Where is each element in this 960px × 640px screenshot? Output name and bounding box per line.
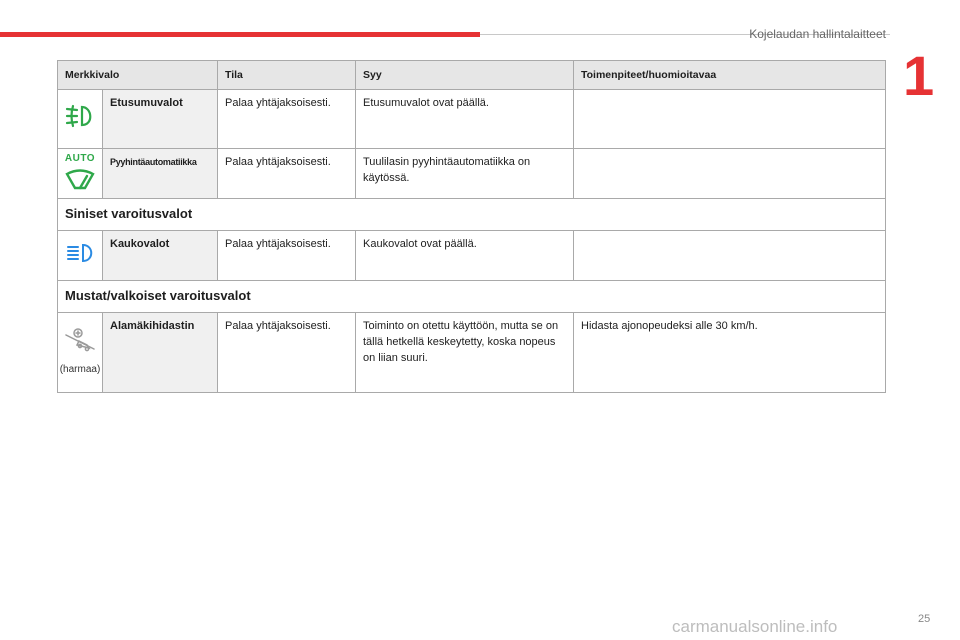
indicator-action: Hidasta ajonopeudeksi alle 30 km/h. [574, 312, 886, 392]
table-row [58, 312, 886, 392]
icon-cell [58, 149, 103, 199]
indicator-action [574, 90, 886, 149]
section-row [58, 199, 886, 231]
section-title: Kojelaudan hallintalaitteet [749, 27, 886, 41]
indicator-name: Pyyhintäautomatiikka [103, 149, 218, 199]
column-header: Merkkivalo [58, 61, 218, 90]
icon-color-label: (harmaa) [59, 364, 101, 376]
column-header: Tila [218, 61, 356, 90]
section-row [58, 281, 886, 313]
icon-cell [58, 231, 103, 281]
icon-cell [58, 312, 103, 392]
auto-wiper-icon [63, 166, 97, 192]
indicator-cause: Etusumuvalot ovat päällä. [356, 90, 574, 149]
page-number: 25 [918, 613, 931, 625]
indicator-action [574, 149, 886, 199]
table-header-row [58, 61, 886, 90]
table-row [58, 231, 886, 281]
indicator-state: Palaa yhtäjaksoisesti. [218, 231, 356, 281]
column-header: Syy [356, 61, 574, 90]
indicator-name: Etusumuvalot [103, 90, 218, 149]
front-fog-light-icon [63, 103, 97, 129]
indicator-state: Palaa yhtäjaksoisesti. [218, 149, 356, 199]
chapter-number: 1 [903, 44, 935, 107]
header-accent-bar [0, 32, 480, 37]
main-beam-icon [63, 242, 97, 264]
indicator-action [574, 231, 886, 281]
indicator-cause: Toiminto on otettu käyttöön, mutta se on tällä hetkellä keskeytetty, koska nopeus on liian suuri. [356, 312, 574, 392]
table-row [58, 149, 886, 199]
auto-text-icon: AUTO [64, 152, 96, 164]
indicator-state: Palaa yhtäjaksoisesti. [218, 312, 356, 392]
icon-cell [58, 90, 103, 149]
indicator-cause: Tuulilasin pyyhintäautomatiikka on käytössä. [356, 149, 574, 199]
section-heading: Siniset varoitusvalot [58, 199, 886, 231]
indicator-table [57, 60, 886, 393]
table-row [58, 90, 886, 149]
indicator-name: Alamäkihidastin [103, 312, 218, 392]
column-header: Toimenpiteet/huomioitavaa [574, 61, 886, 90]
section-heading: Mustat/valkoiset varoitusvalot [58, 281, 886, 313]
indicator-state: Palaa yhtäjaksoisesti. [218, 90, 356, 149]
hill-descent-icon [63, 327, 97, 353]
watermark: carmanualsonline.info [672, 617, 838, 636]
indicator-cause: Kaukovalot ovat päällä. [356, 231, 574, 281]
indicator-name: Kaukovalot [103, 231, 218, 281]
